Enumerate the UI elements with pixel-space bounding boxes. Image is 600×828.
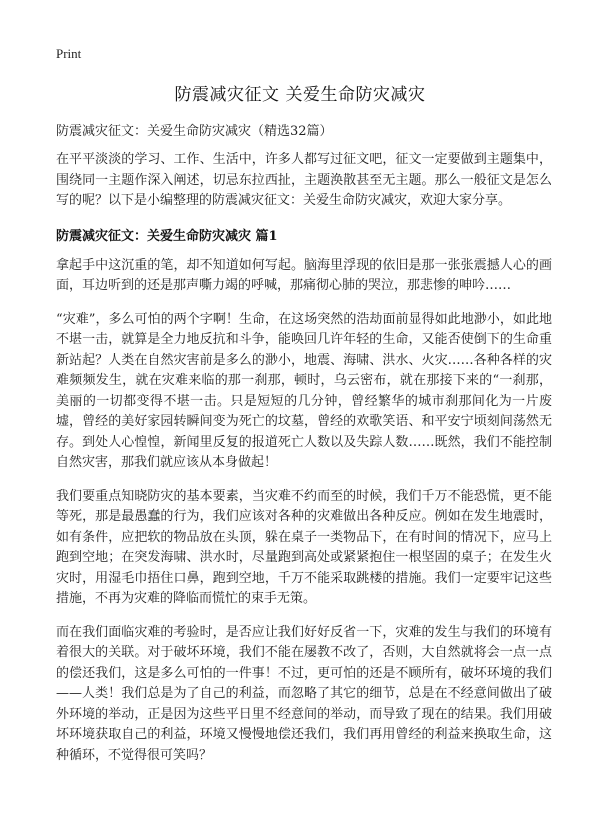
body-paragraph: 而在我们面临灾难的考验时，是否应让我们好好反省一下，灾难的发生与我们的环境有着很大的关联。对于破坏环境，我们不能在屡教不改了，否则，大自然就将会一点一点的偿还我们，这是多么可怕的一件事！不过，更可怕的还是不顾所有，破坏环境的我们——人类！我们总是为了自己的利益，而忽略了其它的细节，总是在不经意间做出了破外环境的举动，正是因为这些平日里不经意间的举动，而导致了现在的结果。我们用破坏环境获取自己的利益，环境又慢慢地偿还我们，我们再用曾经的利益来换取生命，这种循环，不觉得很可笑吗？	[56, 624, 552, 763]
section-heading: 防震减灾征文：关爱生命防灾减灾 篇1	[56, 228, 278, 244]
print-link[interactable]: Print	[56, 46, 82, 61]
intro-paragraph: 在平平淡淡的学习、工作、生活中，许多人都写过征文吧，征文一定要做到主题集中，围绕同一主题作深入阐述，切忌东拉西扯，主题涣散甚至无主题。那么一般征文是怎么写的呢？以下是小编整理的防震减灾征文：关爱生命防灾减灾，欢迎大家分享。	[56, 152, 552, 208]
body-paragraph: “灾难”，多么可怕的两个字啊！生命，在这场突然的浩劫面前显得如此地渺小，如此地不堪一击，就算是全力地反抗和斗争，能唤回几许年轻的生命，又能否使倒下的生命重新站起？人类在自然灾害前是多么的渺小，地震、海啸、洪水、火灾……各种各样的灾难频频发生，就在灾难来临的那一刹那，顿时，乌云密布，就在那接下来的“一刹那，美丽的一切都变得不堪一击。只是短短的几分钟，曾经繁华的城市刹那间化为一片废墟，曾经的美好家园转瞬间变为死亡的坟墓，曾经的欢歌笑语、和平安宁顷刻间荡然无存。到处人心惶惶，新闻里反复的报道死亡人数以及失踪人数……既然，我们不能控制自然灾害，那我们就应该从本身做起！	[56, 311, 552, 470]
body-paragraph: 我们要重点知晓防灾的基本要素，当灾难不约而至的时候，我们千万不能恐慌，更不能等死，那是最愚蠢的行为，我们应该对各种的灾难做出各种反应。例如在发生地震时，如有条件，应把软的物品放在头顶，躲在桌子一类物品下，在有时间的情况下，应马上跑到空地；在突发海啸、洪水时，尽量跑到高处或紧紧抱住一根坚固的桌子；在发生火灾时，用湿毛巾捂住口鼻，跑到空地，千万不能采取跳楼的措施。我们一定要牢记这些措施，不再为灾难的降临而慌忙的束手无策。	[56, 488, 552, 606]
document-subtitle: 防震减灾征文：关爱生命防灾减灾（精选32篇）	[56, 124, 333, 139]
body-paragraph: 拿起手中这沉重的笔，却不知道如何写起。脑海里浮现的依旧是那一张张震撼人心的画面，耳边听到的还是那声嘶力竭的呼喊，那痛彻心肺的哭泣，那悲惨的呻吟……	[56, 257, 552, 293]
article-body	[56, 150, 552, 779]
page-title: 防震减灾征文 关爱生命防灾减灾	[174, 85, 426, 105]
